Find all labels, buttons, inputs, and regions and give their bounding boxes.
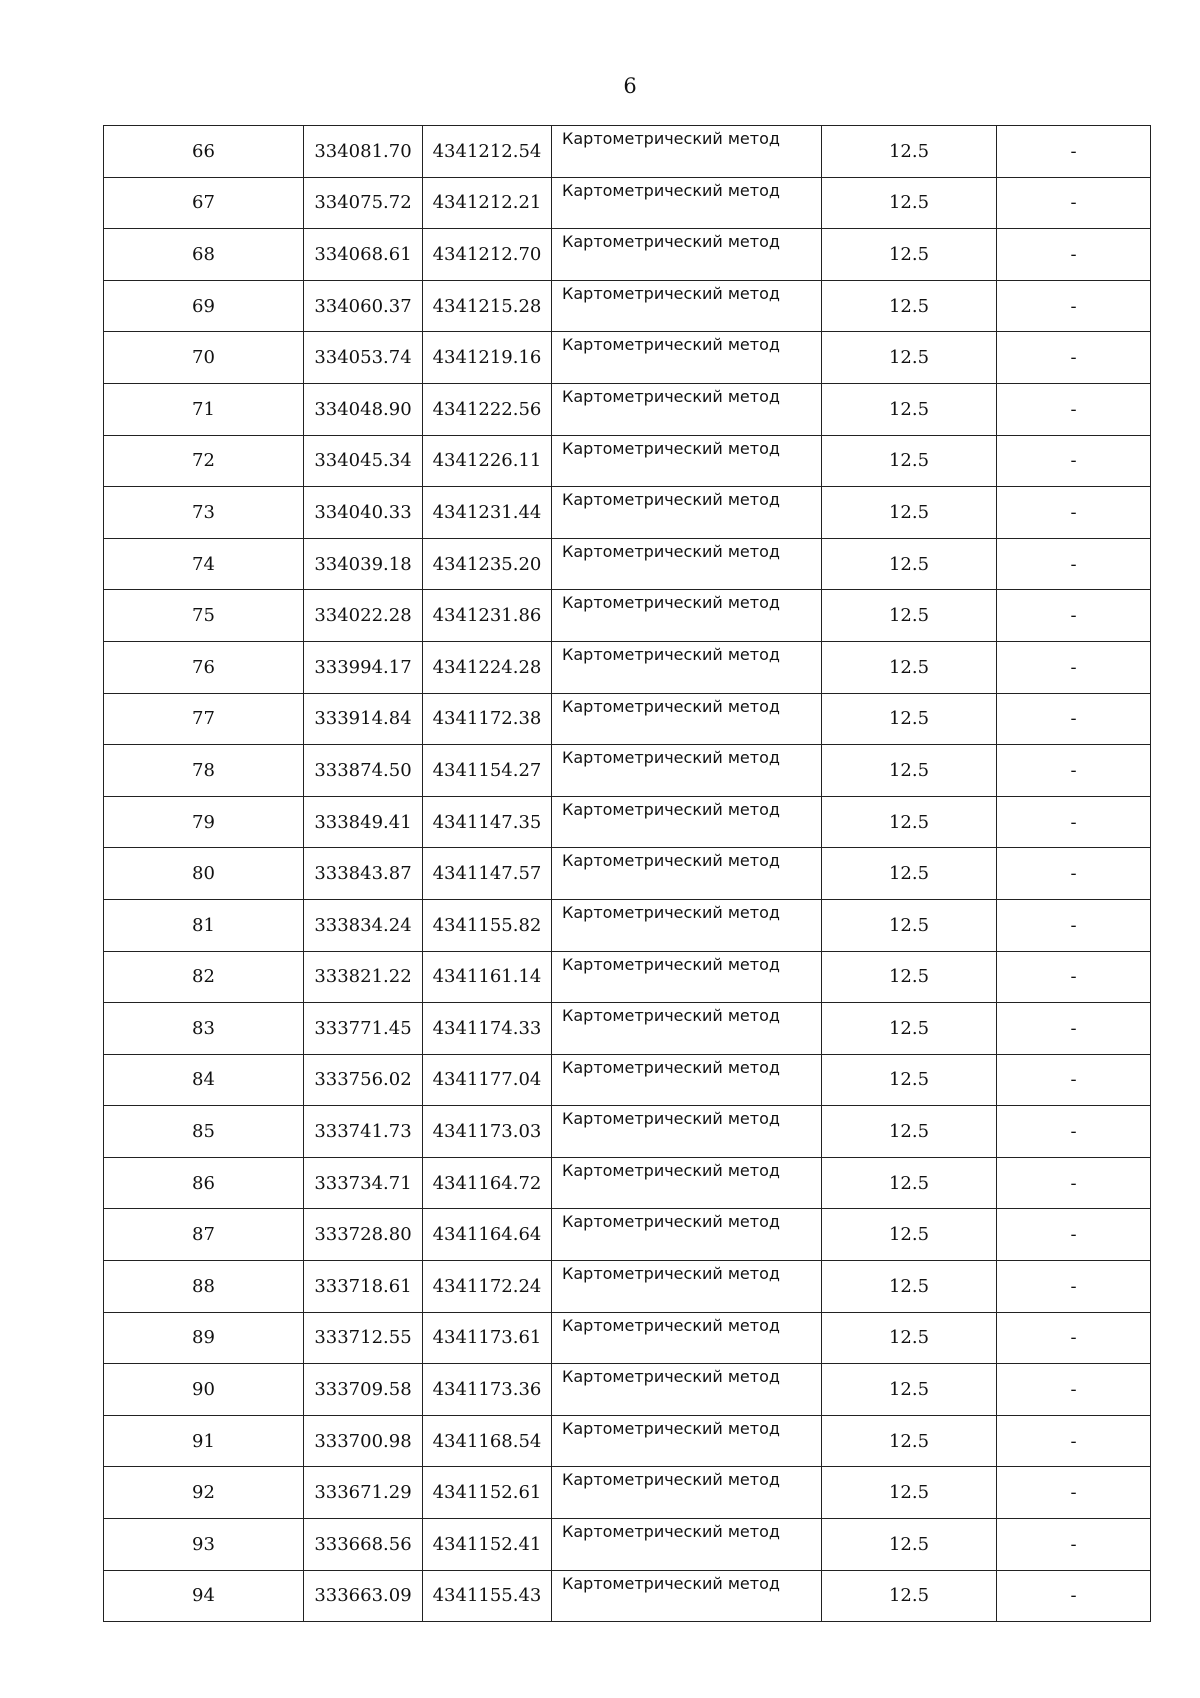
formula-cell: - [997, 1054, 1151, 1106]
accuracy-cell: 12.5 [822, 1519, 997, 1571]
accuracy-cell: 12.5 [822, 590, 997, 642]
formula-cell: - [997, 1519, 1151, 1571]
y-coordinate-cell: 4341212.70 [423, 229, 552, 281]
x-coordinate-cell: 334053.74 [304, 332, 423, 384]
table-row [104, 1209, 1151, 1261]
method-cell: Картометрический метод [552, 796, 822, 848]
page-number: 6 [623, 74, 637, 98]
point-number-cell: 74 [104, 538, 304, 590]
point-number-cell: 67 [104, 177, 304, 229]
table-row [104, 1415, 1151, 1467]
y-coordinate-cell: 4341161.14 [423, 951, 552, 1003]
table-row [104, 1003, 1151, 1055]
method-cell: Картометрический метод [552, 1209, 822, 1261]
x-coordinate-cell: 334060.37 [304, 280, 423, 332]
formula-cell: - [997, 177, 1151, 229]
x-coordinate-cell: 334039.18 [304, 538, 423, 590]
x-coordinate-cell: 333849.41 [304, 796, 423, 848]
x-coordinate-cell: 334040.33 [304, 487, 423, 539]
point-number-cell: 88 [104, 1261, 304, 1313]
x-coordinate-cell: 333712.55 [304, 1312, 423, 1364]
table-row [104, 487, 1151, 539]
x-coordinate-cell: 334075.72 [304, 177, 423, 229]
formula-cell: - [997, 1467, 1151, 1519]
formula-cell: - [997, 332, 1151, 384]
y-coordinate-cell: 4341212.21 [423, 177, 552, 229]
point-number-cell: 89 [104, 1312, 304, 1364]
method-cell: Картометрический метод [552, 745, 822, 797]
formula-cell: - [997, 693, 1151, 745]
y-coordinate-cell: 4341172.24 [423, 1261, 552, 1313]
formula-cell: - [997, 899, 1151, 951]
formula-cell: - [997, 848, 1151, 900]
point-number-cell: 71 [104, 383, 304, 435]
accuracy-cell: 12.5 [822, 229, 997, 281]
method-cell: Картометрический метод [552, 435, 822, 487]
y-coordinate-cell: 4341222.56 [423, 383, 552, 435]
method-cell: Картометрический метод [552, 848, 822, 900]
point-number-cell: 72 [104, 435, 304, 487]
table-row [104, 1054, 1151, 1106]
x-coordinate-cell: 334081.70 [304, 126, 423, 178]
accuracy-cell: 12.5 [822, 1415, 997, 1467]
y-coordinate-cell: 4341155.43 [423, 1570, 552, 1622]
x-coordinate-cell: 333709.58 [304, 1364, 423, 1416]
formula-cell: - [997, 1364, 1151, 1416]
accuracy-cell: 12.5 [822, 332, 997, 384]
method-cell: Картометрический метод [552, 177, 822, 229]
method-cell: Картометрический метод [552, 641, 822, 693]
formula-cell: - [997, 126, 1151, 178]
x-coordinate-cell: 333756.02 [304, 1054, 423, 1106]
x-coordinate-cell: 334022.28 [304, 590, 423, 642]
y-coordinate-cell: 4341231.44 [423, 487, 552, 539]
method-cell: Картометрический метод [552, 1415, 822, 1467]
table-row [104, 177, 1151, 229]
x-coordinate-cell: 334048.90 [304, 383, 423, 435]
point-number-cell: 85 [104, 1106, 304, 1158]
method-cell: Картометрический метод [552, 332, 822, 384]
x-coordinate-cell: 334045.34 [304, 435, 423, 487]
method-cell: Картометрический метод [552, 1519, 822, 1571]
point-number-cell: 80 [104, 848, 304, 900]
y-coordinate-cell: 4341173.36 [423, 1364, 552, 1416]
point-number-cell: 76 [104, 641, 304, 693]
x-coordinate-cell: 333821.22 [304, 951, 423, 1003]
y-coordinate-cell: 4341147.35 [423, 796, 552, 848]
table-row [104, 1312, 1151, 1364]
x-coordinate-cell: 333671.29 [304, 1467, 423, 1519]
y-coordinate-cell: 4341154.27 [423, 745, 552, 797]
table-row [104, 280, 1151, 332]
formula-cell: - [997, 1003, 1151, 1055]
y-coordinate-cell: 4341173.03 [423, 1106, 552, 1158]
table-row [104, 796, 1151, 848]
point-number-cell: 69 [104, 280, 304, 332]
y-coordinate-cell: 4341177.04 [423, 1054, 552, 1106]
y-coordinate-cell: 4341168.54 [423, 1415, 552, 1467]
table-row [104, 1570, 1151, 1622]
formula-cell: - [997, 1261, 1151, 1313]
formula-cell: - [997, 1106, 1151, 1158]
y-coordinate-cell: 4341173.61 [423, 1312, 552, 1364]
y-coordinate-cell: 4341172.38 [423, 693, 552, 745]
table-row [104, 848, 1151, 900]
table-row [104, 229, 1151, 281]
method-cell: Картометрический метод [552, 1467, 822, 1519]
table-row [104, 1261, 1151, 1313]
accuracy-cell: 12.5 [822, 1157, 997, 1209]
y-coordinate-cell: 4341164.64 [423, 1209, 552, 1261]
method-cell: Картометрический метод [552, 1003, 822, 1055]
x-coordinate-cell: 333728.80 [304, 1209, 423, 1261]
accuracy-cell: 12.5 [822, 1570, 997, 1622]
x-coordinate-cell: 333874.50 [304, 745, 423, 797]
x-coordinate-cell: 333771.45 [304, 1003, 423, 1055]
formula-cell: - [997, 383, 1151, 435]
method-cell: Картометрический метод [552, 1312, 822, 1364]
y-coordinate-cell: 4341152.41 [423, 1519, 552, 1571]
point-number-cell: 66 [104, 126, 304, 178]
accuracy-cell: 12.5 [822, 1312, 997, 1364]
point-number-cell: 78 [104, 745, 304, 797]
formula-cell: - [997, 1570, 1151, 1622]
method-cell: Картометрический метод [552, 1261, 822, 1313]
accuracy-cell: 12.5 [822, 126, 997, 178]
method-cell: Картометрический метод [552, 951, 822, 1003]
method-cell: Картометрический метод [552, 280, 822, 332]
formula-cell: - [997, 951, 1151, 1003]
y-coordinate-cell: 4341224.28 [423, 641, 552, 693]
table-row [104, 1364, 1151, 1416]
method-cell: Картометрический метод [552, 1364, 822, 1416]
point-number-cell: 94 [104, 1570, 304, 1622]
x-coordinate-cell: 333668.56 [304, 1519, 423, 1571]
table-row [104, 951, 1151, 1003]
accuracy-cell: 12.5 [822, 280, 997, 332]
x-coordinate-cell: 333700.98 [304, 1415, 423, 1467]
accuracy-cell: 12.5 [822, 951, 997, 1003]
accuracy-cell: 12.5 [822, 538, 997, 590]
formula-cell: - [997, 1415, 1151, 1467]
table-row [104, 383, 1151, 435]
y-coordinate-cell: 4341152.61 [423, 1467, 552, 1519]
accuracy-cell: 12.5 [822, 899, 997, 951]
method-cell: Картометрический метод [552, 538, 822, 590]
table-row [104, 641, 1151, 693]
accuracy-cell: 12.5 [822, 1054, 997, 1106]
table-row [104, 538, 1151, 590]
point-number-cell: 79 [104, 796, 304, 848]
point-number-cell: 92 [104, 1467, 304, 1519]
table-row [104, 590, 1151, 642]
accuracy-cell: 12.5 [822, 1209, 997, 1261]
method-cell: Картометрический метод [552, 1157, 822, 1209]
accuracy-cell: 12.5 [822, 1261, 997, 1313]
formula-cell: - [997, 796, 1151, 848]
point-number-cell: 75 [104, 590, 304, 642]
method-cell: Картометрический метод [552, 229, 822, 281]
formula-cell: - [997, 745, 1151, 797]
y-coordinate-cell: 4341174.33 [423, 1003, 552, 1055]
table-row [104, 1106, 1151, 1158]
x-coordinate-cell: 333994.17 [304, 641, 423, 693]
method-cell: Картометрический метод [552, 126, 822, 178]
point-number-cell: 87 [104, 1209, 304, 1261]
formula-cell: - [997, 1209, 1151, 1261]
accuracy-cell: 12.5 [822, 435, 997, 487]
accuracy-cell: 12.5 [822, 383, 997, 435]
table-row [104, 332, 1151, 384]
point-number-cell: 90 [104, 1364, 304, 1416]
method-cell: Картометрический метод [552, 693, 822, 745]
point-number-cell: 68 [104, 229, 304, 281]
x-coordinate-cell: 333663.09 [304, 1570, 423, 1622]
formula-cell: - [997, 641, 1151, 693]
formula-cell: - [997, 229, 1151, 281]
x-coordinate-cell: 333734.71 [304, 1157, 423, 1209]
y-coordinate-cell: 4341226.11 [423, 435, 552, 487]
accuracy-cell: 12.5 [822, 641, 997, 693]
table-row [104, 745, 1151, 797]
y-coordinate-cell: 4341235.20 [423, 538, 552, 590]
y-coordinate-cell: 4341147.57 [423, 848, 552, 900]
table-body [104, 126, 1151, 1622]
method-cell: Картометрический метод [552, 1054, 822, 1106]
accuracy-cell: 12.5 [822, 1467, 997, 1519]
point-number-cell: 93 [104, 1519, 304, 1571]
method-cell: Картометрический метод [552, 383, 822, 435]
table-row [104, 1519, 1151, 1571]
y-coordinate-cell: 4341219.16 [423, 332, 552, 384]
method-cell: Картометрический метод [552, 1106, 822, 1158]
formula-cell: - [997, 1312, 1151, 1364]
point-number-cell: 86 [104, 1157, 304, 1209]
table-row [104, 1157, 1151, 1209]
accuracy-cell: 12.5 [822, 796, 997, 848]
y-coordinate-cell: 4341212.54 [423, 126, 552, 178]
y-coordinate-cell: 4341155.82 [423, 899, 552, 951]
x-coordinate-cell: 333843.87 [304, 848, 423, 900]
accuracy-cell: 12.5 [822, 745, 997, 797]
y-coordinate-cell: 4341164.72 [423, 1157, 552, 1209]
formula-cell: - [997, 1157, 1151, 1209]
point-number-cell: 73 [104, 487, 304, 539]
method-cell: Картометрический метод [552, 899, 822, 951]
table-row [104, 1467, 1151, 1519]
accuracy-cell: 12.5 [822, 1003, 997, 1055]
accuracy-cell: 12.5 [822, 848, 997, 900]
accuracy-cell: 12.5 [822, 177, 997, 229]
accuracy-cell: 12.5 [822, 693, 997, 745]
accuracy-cell: 12.5 [822, 487, 997, 539]
x-coordinate-cell: 333834.24 [304, 899, 423, 951]
formula-cell: - [997, 590, 1151, 642]
point-number-cell: 81 [104, 899, 304, 951]
x-coordinate-cell: 333741.73 [304, 1106, 423, 1158]
x-coordinate-cell: 333718.61 [304, 1261, 423, 1313]
point-number-cell: 83 [104, 1003, 304, 1055]
formula-cell: - [997, 280, 1151, 332]
point-number-cell: 70 [104, 332, 304, 384]
point-number-cell: 91 [104, 1415, 304, 1467]
table-row [104, 899, 1151, 951]
method-cell: Картометрический метод [552, 1570, 822, 1622]
y-coordinate-cell: 4341215.28 [423, 280, 552, 332]
point-number-cell: 77 [104, 693, 304, 745]
x-coordinate-cell: 333914.84 [304, 693, 423, 745]
accuracy-cell: 12.5 [822, 1364, 997, 1416]
y-coordinate-cell: 4341231.86 [423, 590, 552, 642]
coordinates-table [103, 125, 1151, 1622]
accuracy-cell: 12.5 [822, 1106, 997, 1158]
x-coordinate-cell: 334068.61 [304, 229, 423, 281]
formula-cell: - [997, 487, 1151, 539]
point-number-cell: 82 [104, 951, 304, 1003]
table-row [104, 693, 1151, 745]
table-row [104, 126, 1151, 178]
formula-cell: - [997, 538, 1151, 590]
point-number-cell: 84 [104, 1054, 304, 1106]
formula-cell: - [997, 435, 1151, 487]
method-cell: Картометрический метод [552, 590, 822, 642]
table-row [104, 435, 1151, 487]
method-cell: Картометрический метод [552, 487, 822, 539]
